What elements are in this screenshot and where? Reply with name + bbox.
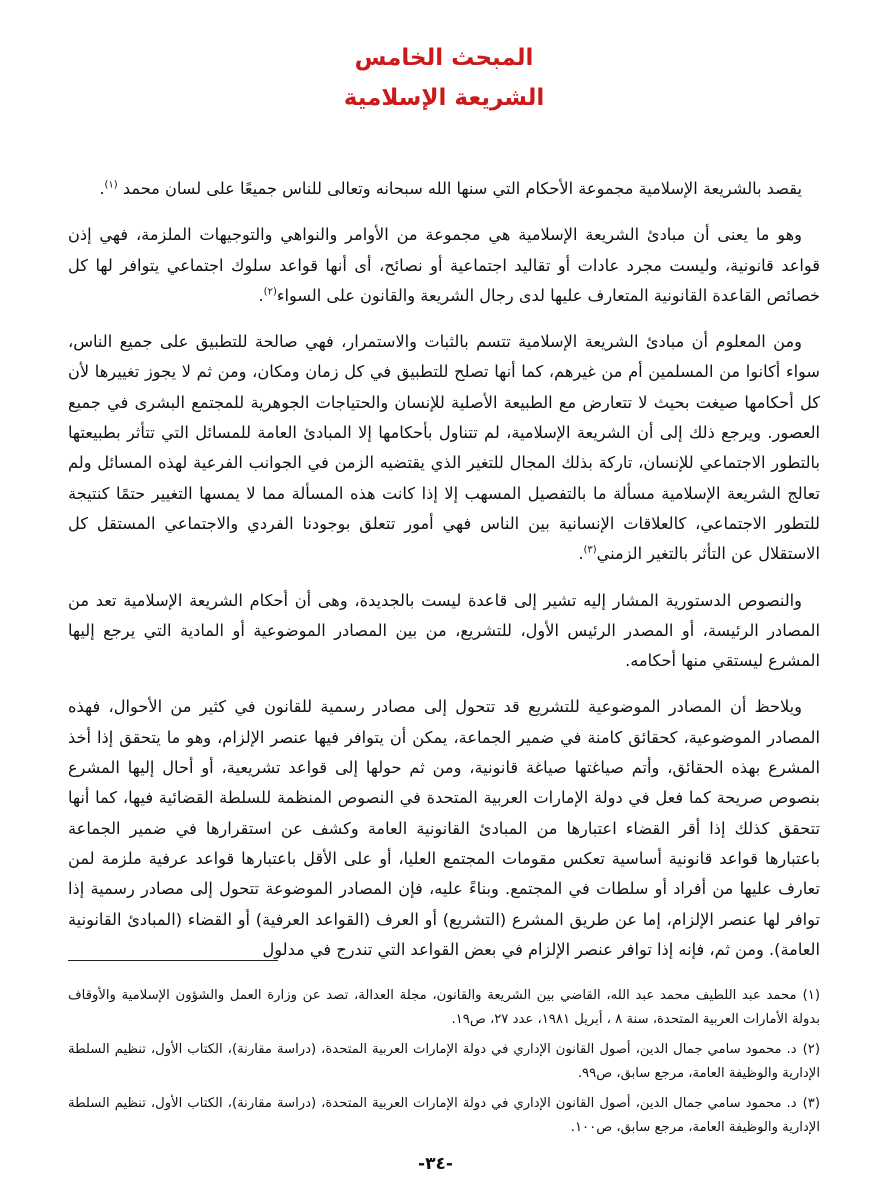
footnote-number: (٢) [802,1042,820,1057]
section-subtitle: الشريعة الإسلامية [343,85,545,111]
footnote-text: محمد عبد اللطيف محمد عبد الله، القاضي بين الشريعة والقانون، مجلة العدالة، تصد عن وزارة العمل والشؤون الإسلامية والأوقاف بدولة الأمارات العربية المتحدة، سنة ٨ ، أبريل ١٩٨١، عدد ٢٧، ص١٩. [68,988,820,1027]
body-text [68,174,820,965]
footnote-ref: (٣) [583,544,597,556]
footnote [68,984,820,1032]
footnote [68,1038,820,1086]
paragraph-text: وهو ما يعنى أن مبادئ الشريعة الإسلامية هي مجموعة من الأوامر والنواهي والتوجيهات الملزمة، فهي إذن قواعد قانونية، وليست مجرد عادات أو تقاليد اجتماعية أو نصائح، أى أنها قواعد سلوك اجتماعي يتوافر لها كل خصائص القاعدة القانونية المتعارف عليها لدى رجال الشريعة والقانون على السواء [68,225,820,305]
footnote-ref: (٢) [263,286,277,298]
paragraph: ومن المعلوم أن مبادئ الشريعة الإسلامية تتسم بالثبات والاستمرار، فهي صالحة للتطبيق على جميع الناس، سواء أكانوا من المسلمين أم من غيرهم، كما أنها تصلح للتطبيق في كل زمان ومكان، ومن ثم لا يجوز تغييرها لأن كل أحكامها صيغت بحيث لا تتعارض مع الطبيعة الأصلية للإنسان والحتياجات الجوهرية للمجتمع البشرى في جميع العصور. ويرجع ذلك إلى أن الشريعة الإسلامية، لم تتناول بأحكامها إلا المبادئ العامة للمسائل التي تتأثر بطبيعتها بالتطور الاجتماعي للإنسان، تاركة بذلك المجال للتغير الذي يقتضيه الزمن في الجوانب الفرعية لهذه المسائل ولم تعالج الشريعة الإسلامية مسألة ما بالتفصيل المسهب إلا إذا كانت هذه المسألة مما لا يمسها التغيير حتمًا كنتيجة للتطور الاجتماعي، كالعلاقات الإنسانية بين الناس فهي أمور تتعلق بوجودنا الفردي والاجتماعي المستقل كل الاستقلال عن التأثر بالتغير الزمني$^{(٣)}$. [68,332,820,564]
paragraph-text: ومن المعلوم أن مبادئ الشريعة الإسلامية تتسم بالثبات والاستمرار، فهي صالحة للتطبيق على جميع الناس، سواء أكانوا من المسلمين أم من غيرهم، كما أنها تصلح للتطبيق في كل زمان ومكان، ومن ثم لا يجوز تغييرها لأن كل أحكامها صيغت بحيث لا تتعارض مع الطبيعة الأصلية للإنسان والحتياجات الجوهرية للمجتمع البشرى في جميع العصور. ويرجع ذلك إلى أن الشريعة الإسلامية، لم تتناول بأحكامها إلا المبادئ العامة للمسائل التي تتأثر بطبيعتها بالتطور الاجتماعي للإنسان، تاركة بذلك المجال للتغير الذي يقتضيه الزمن في الجوانب الفرعية لهذه المسائل ولم تعالج الشريعة الإسلامية مسألة ما بالتفصيل المسهب إلا إذا كانت هذه المسألة مما لا يمسها التغيير حتمًا كنتيجة للتطور الاجتماعي، كالعلاقات الإنسانية بين الناس فهي أمور تتعلق بوجودنا الفردي والاجتماعي المستقل كل الاستقلال عن التأثر بالتغير الزمني [68,332,820,564]
paragraph [68,586,820,677]
footnote-text: د. محمود سامي جمال الدين، أصول القانون الإداري في دولة الإمارات العربية المتحدة، (دراسة مقارنة)، الكتاب الأول، تنظيم السلطة الإدارية والوظيفة العامة، مرجع سابق، ص١٠٠. [68,1096,820,1135]
section-title: المبحث الخامس [354,45,534,71]
paragraph-text: يقصد بالشريعة الإسلامية مجموعة الأحكام التي سنها الله سبحانه وتعالى للناس جميعًا على لسان محمد [122,179,802,198]
footnote-text: د. محمود سامي جمال الدين، أصول القانون الإداري في دولة الإمارات العربية المتحدة، (دراسة مقارنة)، الكتاب الأول، تنظيم السلطة الإدارية والوظيفة العامة، مرجع سابق، ص٩٩. [68,1042,820,1081]
footnote-number: (٣) [802,1096,820,1111]
footnote-divider [68,960,278,961]
paragraph [68,692,820,965]
page-number: -٣٤- [418,1154,453,1174]
paragraph: وهو ما يعنى أن مبادئ الشريعة الإسلامية هي مجموعة من الأوامر والنواهي والتوجيهات الملزمة، فهي إذن قواعد قانونية، وليست مجرد عادات أو تقاليد اجتماعية أو نصائح، أى أنها قواعد سلوك اجتماعي يتوافر لها كل خصائص القاعدة القانونية المتعارف عليها لدى رجال الشريعة والقانون على السواء$^{(٢)}$. [68,225,820,305]
footnote [68,1092,820,1140]
footnote-ref: (١) [104,179,118,191]
paragraph-text: ويلاحظ أن المصادر الموضوعية للتشريع قد تتحول إلى مصادر رسمية للقانون في كثير من الأحوال، فهذه المصادر الموضوعية، كحقائق كامنة في ضمير الجماعة، يمكن أن يتوافر فيها عنصر الإلزام، وهو ما يتحقق إذا أخذ المشرع بهذه الحقائق، وأتم صياغتها صياغة قانونية، ومن ثم حولها إلى قواعد تشريعية، أو أحال إليها المشرع بنصوص صريحة كما فعل في دولة الإمارات العربية المتحدة في النصوص المنظمة للسلطة القضائية فيها، كما أنها تتحقق كذلك إذا أقر القضاء اعتبارها من المبادئ القانونية العامة وكشف عن استقرارها في ضمير الجماعة باعتبارها قواعد قانونية أساسية تعكس مقومات المجتمع العليا، أو على الأقل باعتبارها قواعد عرفية ملزمة لمن تعارف عليها من أفراد أو سلطات في المجتمع. وبناءً عليه، فإن المصادر الموضوعة تتحول إلى مصادر رسمية إذا توافر لها عنصر الإلزام، إما عن طريق المشرع (التشريع) أو العرف (القواعد العرفية) أو القضاء (المبادئ القانونية العامة). ومن ثم، فإنه إذا توافر عنصر الإلزام في بعض القواعد التي تندرج في مدلول [68,697,820,959]
page-content [68,38,820,965]
footnote-number: (١) [802,988,820,1003]
paragraph-text: والنصوص الدستورية المشار إليه تشير إلى قاعدة ليست بالجديدة، وهى أن أحكام الشريعة الإسلامية تعد من المصادر الرئيسة، أو المصدر الرئيس الأول، للتشريع، من بين المصادر الموضوعية أو المادية التي يرجع إليها المشرع ليستقي منها أحكامه. [68,590,820,671]
paragraph: يقصد بالشريعة الإسلامية مجموعة الأحكام التي سنها الله سبحانه وتعالى للناس جميعًا على لسان محمد $^{(١)}$. [99,179,802,198]
footnotes [68,984,820,1146]
